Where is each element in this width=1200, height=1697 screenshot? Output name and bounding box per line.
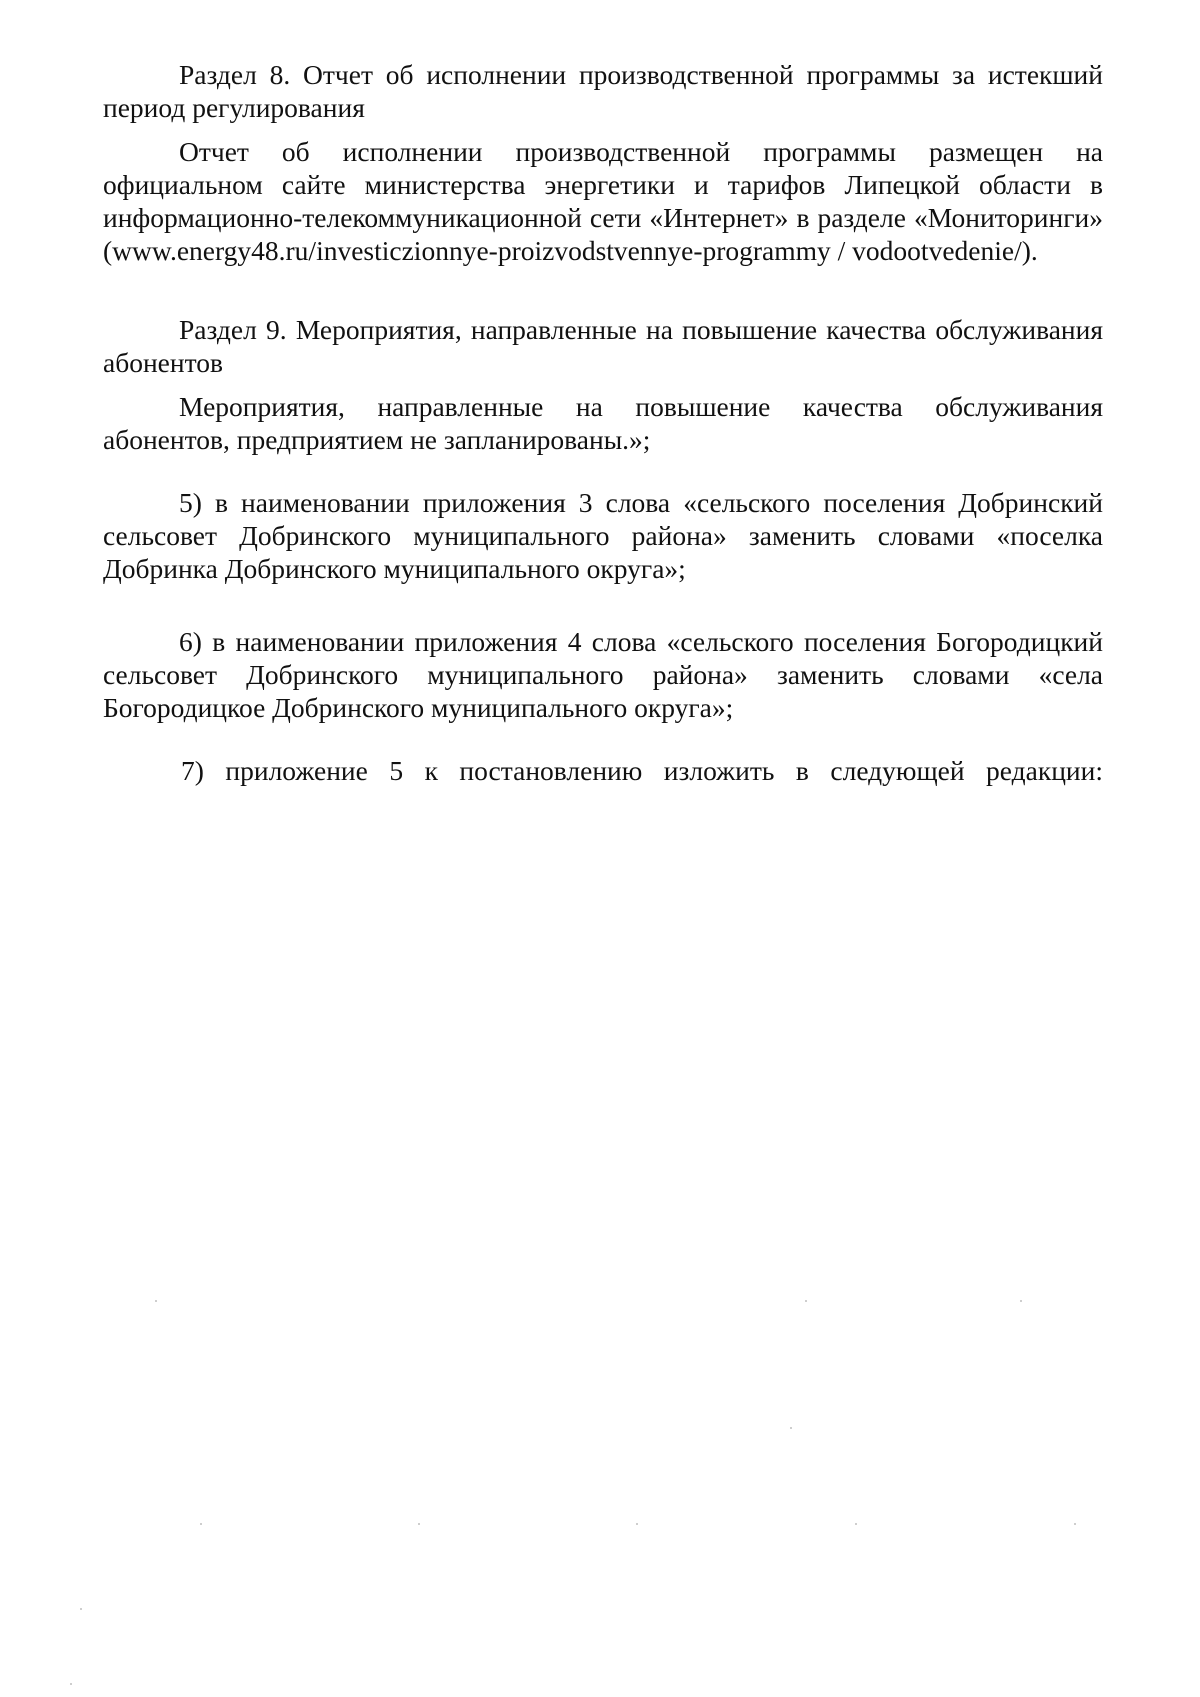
scan-speck [790,1427,792,1429]
section-9-heading: Раздел 9. Мероприятия, направленные на повышение качества обслуживания абонентов [103,314,1103,378]
scan-speck [855,1523,857,1525]
section-9-body: Мероприятия, направленные на повышение качества обслуживания абонентов, предприятием не запланированы.»; [103,391,1103,455]
scan-speck [805,1300,807,1302]
scan-speck [1020,1300,1022,1302]
item-7-paragraph: 7) приложение 5 к постановлению изложить в следующей редакции: [181,755,1103,786]
item-6-paragraph: 6) в наименовании приложения 4 слова «сельского поселения Богородицкий сельсовет Добринского муниципального района» заменить словами «села Богородицкое Добринского муниципального округа»; [103,626,1103,723]
scan-speck [200,1523,202,1525]
document-body [103,58,1103,787]
scan-speck [418,1523,420,1525]
scan-speck [80,1608,82,1610]
section-8-body: Отчет об исполнении производственной программы размещен на официальном сайте министерства энергетики и тарифов Липецкой области в информационно-телекоммуникационной сети «Интернет» в разделе «Мониторинги» (www.energy48.ru/investiczionnye-proizvodstvennye-programmy / vodootvedenie/). [103,136,1103,266]
scan-speck [155,1300,157,1302]
scan-speck [70,1683,72,1685]
scan-speck [636,1523,638,1525]
item-5-paragraph: 5) в наименовании приложения 3 слова «сельского поселения Добринский сельсовет Добринского муниципального района» заменить словами «поселка Добринка Добринского муниципального округа»; [103,487,1103,584]
section-8-heading: Раздел 8. Отчет об исполнении производственной программы за истекший период регулирования [103,59,1103,123]
scan-speck [1074,1523,1076,1525]
